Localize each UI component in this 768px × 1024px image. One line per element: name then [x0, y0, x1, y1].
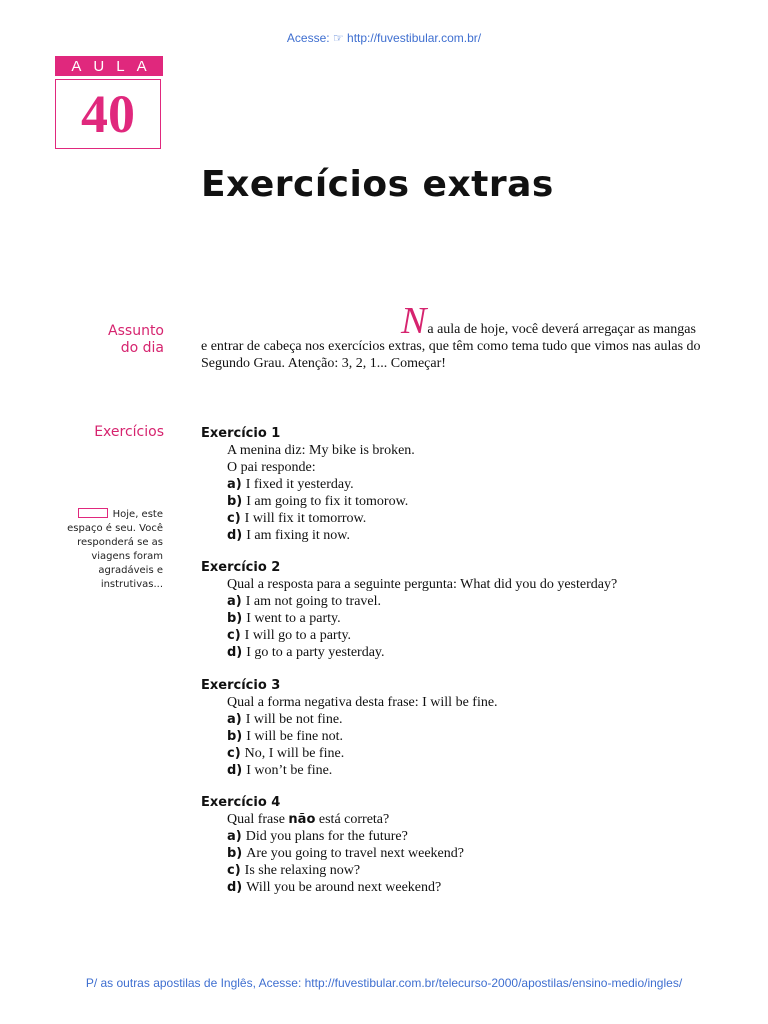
option-text: I will go to a party. — [244, 628, 352, 643]
option-b — [201, 845, 711, 862]
do-dia-line: do dia — [120, 340, 164, 356]
header-link[interactable]: Acesse: ☞ http://fuvestibular.com.br/ — [286, 31, 482, 45]
option-text: Is she relaxing now? — [244, 863, 361, 878]
exercise-question — [201, 811, 711, 828]
option-b — [201, 728, 711, 745]
option-d — [201, 879, 711, 896]
option-letter: b) — [227, 846, 243, 861]
option-letter: b) — [227, 611, 243, 626]
option-c — [201, 745, 711, 762]
option-text: I am going to fix it tomorow. — [246, 494, 409, 509]
option-letter: a) — [227, 477, 242, 492]
exercise-4 — [201, 794, 711, 896]
option-a — [201, 593, 711, 610]
option-letter: b) — [227, 494, 243, 509]
exercise-3 — [201, 677, 711, 779]
option-letter: d) — [227, 880, 243, 895]
option-text: I won’t be fine. — [246, 763, 333, 778]
assunto-line: Assunto — [108, 323, 164, 339]
footer-link[interactable]: P/ as outras apostilas de Inglês, Acesse: http://fuvestibular.com.br/telecurso-2000/apostilas/ensino-medio/ingles/ — [85, 976, 683, 990]
option-b — [201, 493, 711, 510]
option-d — [201, 527, 711, 544]
option-a — [201, 476, 711, 493]
option-c — [201, 862, 711, 879]
intro-text: a aula de hoje, você deverá arregaçar as mangas e entrar de cabeça nos exercícios extras, que têm como tema tudo que vimos nas aulas do Segundo Grau. Atenção: 3, 2, 1... Começar! — [201, 322, 701, 371]
option-d — [201, 644, 711, 661]
exercicios-label: Exercícios — [94, 424, 164, 440]
option-text: Will you be around next weekend? — [246, 880, 442, 895]
option-letter: d) — [227, 763, 243, 778]
option-letter: d) — [227, 528, 243, 543]
intro-paragraph — [201, 300, 701, 372]
option-text: Are you going to travel next weekend? — [246, 846, 464, 861]
option-text: I fixed it yesterday. — [245, 477, 354, 492]
option-text: Did you plans for the future? — [245, 829, 408, 844]
exercise-line: O pai responde: — [227, 460, 316, 475]
option-letter: b) — [227, 729, 243, 744]
question-bold: não — [288, 812, 316, 827]
aula-number-box — [55, 79, 161, 149]
question-post: está correta? — [318, 812, 390, 827]
option-letter: c) — [227, 511, 241, 526]
option-letter: d) — [227, 645, 243, 660]
exercise-title: Exercício 3 — [201, 678, 281, 693]
option-b — [201, 610, 711, 627]
option-text: I am not going to travel. — [245, 594, 382, 609]
option-text: I go to a party yesterday. — [246, 645, 385, 660]
exercise-line: Qual a forma negativa desta frase: I will be fine. — [227, 695, 498, 710]
option-letter: a) — [227, 829, 242, 844]
option-c — [201, 627, 711, 644]
margin-note — [62, 508, 163, 592]
option-letter: a) — [227, 712, 242, 727]
option-text: I went to a party. — [246, 611, 341, 626]
exercise-title: Exercício 2 — [201, 560, 281, 575]
option-letter: c) — [227, 628, 241, 643]
exercise-line: A menina diz: My bike is broken. — [227, 443, 415, 458]
drop-cap: N — [401, 300, 427, 342]
margin-note-text: Hoje, este espaço é seu. Você responderá se as viagens foram agradáveis e instrutivas... — [67, 509, 163, 590]
option-letter: c) — [227, 863, 241, 878]
exercise-1 — [201, 425, 711, 544]
option-c — [201, 510, 711, 527]
question-pre: Qual frase — [227, 812, 285, 827]
option-text: I will be fine not. — [246, 729, 344, 744]
exercise-line: Qual a resposta para a seguinte pergunta: What did you do yesterday? — [227, 577, 618, 592]
note-box-icon — [78, 508, 108, 518]
option-a — [201, 828, 711, 845]
option-text: I will be not fine. — [245, 712, 343, 727]
option-letter: c) — [227, 746, 241, 761]
exercise-title: Exercício 1 — [201, 426, 281, 441]
aula-number: 40 — [81, 84, 135, 144]
exercise-2 — [201, 559, 711, 661]
aula-label: AULA — [55, 56, 163, 76]
option-letter: a) — [227, 594, 242, 609]
assunto-do-dia-label — [54, 323, 164, 357]
option-text: No, I will be fine. — [244, 746, 345, 761]
page-title: Exercícios extras — [201, 164, 554, 205]
option-text: I will fix it tomorrow. — [244, 511, 367, 526]
option-text: I am fixing it now. — [246, 528, 350, 543]
option-d — [201, 762, 711, 779]
option-a — [201, 711, 711, 728]
exercise-title: Exercício 4 — [201, 795, 281, 810]
